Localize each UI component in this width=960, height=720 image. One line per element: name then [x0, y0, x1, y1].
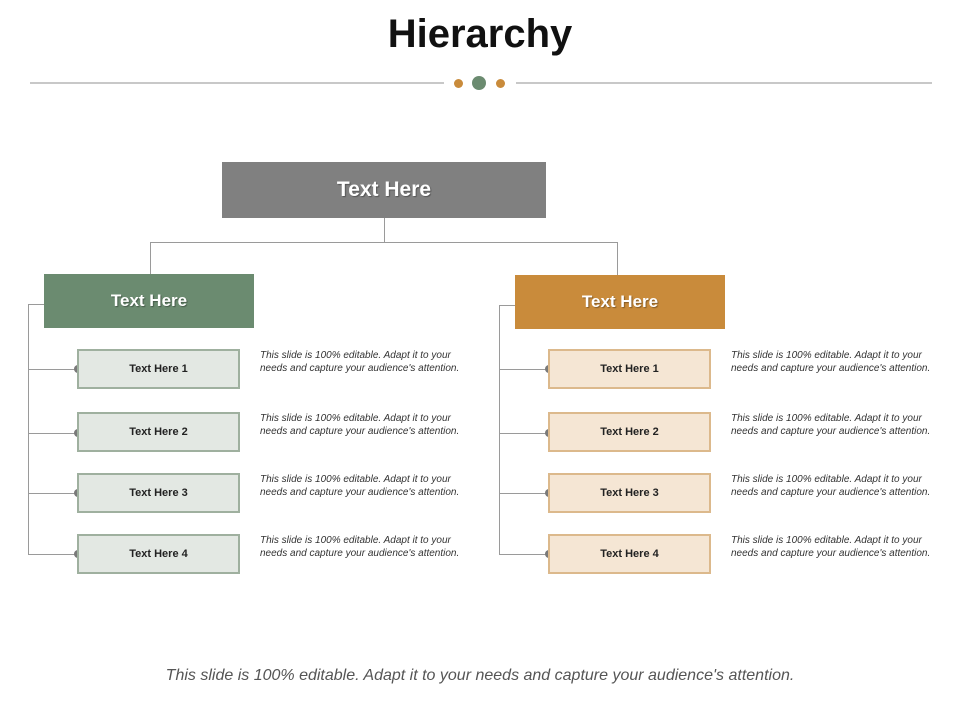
- right-branch-stem: [617, 242, 618, 275]
- divider-dot-left: [454, 79, 463, 88]
- right-item-1-desc: This slide is 100% editable. Adapt it to your needs and capture your audience's attention.: [731, 350, 931, 374]
- left-connector-2: [28, 433, 78, 434]
- right-item-1[interactable]: [548, 349, 711, 389]
- right-item-3-desc: This slide is 100% editable. Adapt it to your needs and capture your audience's attention.: [731, 474, 931, 498]
- left-spine-top: [28, 304, 44, 305]
- left-item-4-label: Text Here 4: [129, 548, 188, 560]
- left-item-3-label: Text Here 3: [129, 487, 188, 499]
- right-branch-label: Text Here: [581, 292, 659, 311]
- left-item-3-desc: This slide is 100% editable. Adapt it to your needs and capture your audience's attention.: [260, 474, 460, 498]
- right-item-2-desc: This slide is 100% editable. Adapt it to your needs and capture your audience's attention.: [731, 413, 931, 437]
- left-connector-3: [28, 493, 78, 494]
- root-node[interactable]: [222, 162, 546, 218]
- left-item-1[interactable]: [77, 349, 240, 389]
- divider-line-right: [516, 82, 932, 84]
- left-branch-node[interactable]: [44, 274, 254, 328]
- left-item-1-desc: This slide is 100% editable. Adapt it to your needs and capture your audience's attention.: [260, 350, 460, 374]
- left-item-1-label: Text Here 1: [129, 363, 188, 375]
- left-item-4-desc: This slide is 100% editable. Adapt it to your needs and capture your audience's attention.: [260, 535, 460, 559]
- divider-dot-center: [472, 76, 486, 90]
- right-item-2-label: Text Here 2: [600, 426, 659, 438]
- left-branch-stem: [150, 242, 151, 274]
- right-connector-4: [499, 554, 549, 555]
- left-item-2[interactable]: [77, 412, 240, 452]
- left-connector-1: [28, 369, 78, 370]
- right-spine-top: [499, 305, 515, 306]
- right-connector-3: [499, 493, 549, 494]
- left-item-2-label: Text Here 2: [129, 426, 188, 438]
- right-item-4-desc: This slide is 100% editable. Adapt it to your needs and capture your audience's attention.: [731, 535, 931, 559]
- divider-line-left: [30, 82, 444, 84]
- footer-caption: This slide is 100% editable. Adapt it to your needs and capture your audience's attention.: [165, 667, 795, 684]
- divider-dot-right: [496, 79, 505, 88]
- right-spine: [499, 305, 500, 554]
- right-item-1-label: Text Here 1: [600, 363, 659, 375]
- right-item-3[interactable]: [548, 473, 711, 513]
- left-branch-label: Text Here: [110, 291, 188, 310]
- right-connector-1: [499, 369, 549, 370]
- root-node-label: Text Here: [336, 178, 432, 201]
- right-branch-node[interactable]: [515, 275, 725, 329]
- root-stem: [384, 218, 385, 242]
- right-item-2[interactable]: [548, 412, 711, 452]
- root-crossbar: [150, 242, 618, 243]
- right-connector-2: [499, 433, 549, 434]
- right-item-4[interactable]: [548, 534, 711, 574]
- right-item-3-label: Text Here 3: [600, 487, 659, 499]
- left-item-3[interactable]: [77, 473, 240, 513]
- left-spine: [28, 304, 29, 554]
- left-item-4[interactable]: [77, 534, 240, 574]
- left-item-2-desc: This slide is 100% editable. Adapt it to your needs and capture your audience's attention.: [260, 413, 460, 437]
- right-item-4-label: Text Here 4: [600, 548, 659, 560]
- left-connector-4: [28, 554, 78, 555]
- slide-title: Hierarchy: [387, 12, 573, 56]
